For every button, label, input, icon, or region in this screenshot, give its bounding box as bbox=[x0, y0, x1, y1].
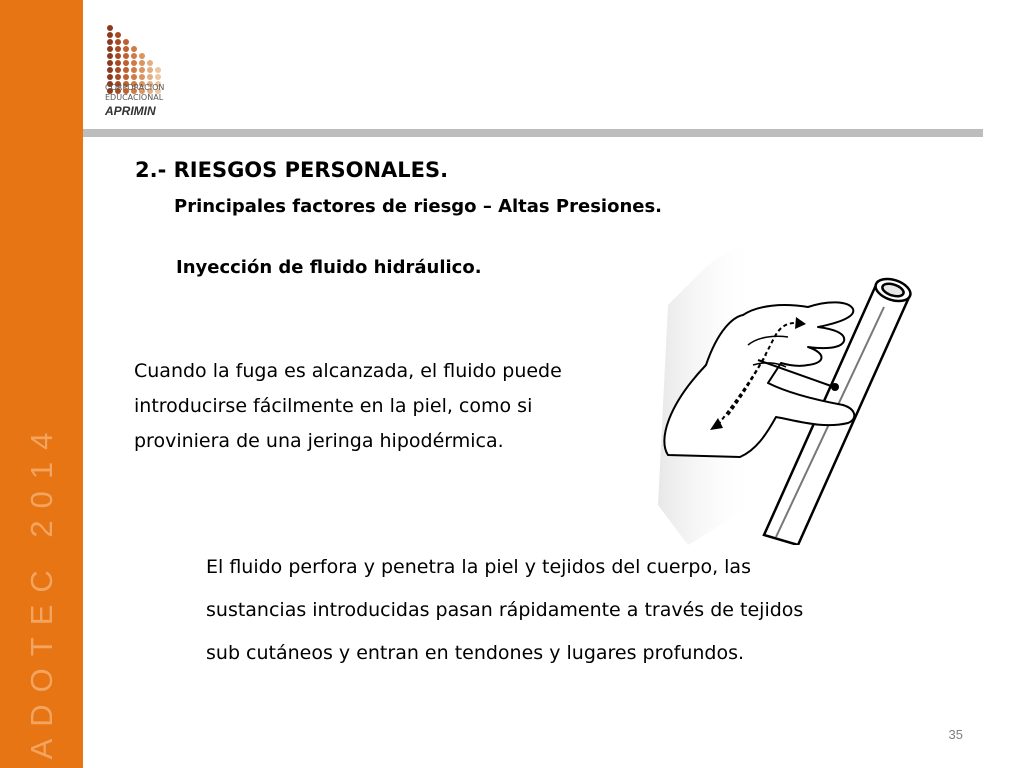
paragraph-penetration-line: El fluido perfora y penetra la piel y tejidos del cuerpo, las bbox=[206, 556, 751, 578]
logo-dot bbox=[107, 67, 113, 73]
paragraph-penetration bbox=[206, 546, 946, 675]
logo-dot bbox=[139, 60, 145, 66]
logo-line1: CORPORACION bbox=[105, 83, 165, 92]
slide-subheading: Principales factores de riesgo – Altas Presiones. bbox=[174, 196, 663, 217]
paragraph-penetration-line: sub cutáneos y entran en tendones y lugares profundos. bbox=[206, 642, 745, 664]
page-number: 35 bbox=[948, 727, 963, 742]
logo-dot bbox=[107, 25, 113, 31]
logo-dot bbox=[155, 74, 161, 80]
logo-dot bbox=[147, 74, 153, 80]
logo-dot bbox=[147, 67, 153, 73]
logo-line3: APRIMIN bbox=[105, 104, 156, 118]
paragraph-leak-line: Cuando la fuga es alcanzada, el fluido puede bbox=[134, 360, 562, 382]
logo-dot bbox=[107, 60, 113, 66]
logo-dot bbox=[107, 39, 113, 45]
logo-dot bbox=[131, 67, 137, 73]
logo-dot bbox=[123, 74, 129, 80]
logo-dot bbox=[107, 32, 113, 38]
logo-dot bbox=[115, 67, 121, 73]
logo-dot bbox=[115, 32, 121, 38]
logo-dot bbox=[147, 60, 153, 66]
logo-dot bbox=[107, 53, 113, 59]
logo-dot bbox=[123, 53, 129, 59]
paragraph-leak-line: introducirse fácilmente en la piel, como si bbox=[134, 395, 533, 417]
logo-dot bbox=[131, 46, 137, 52]
logo-dot bbox=[115, 53, 121, 59]
sidebar-vertical-text: ADOTEC 2014 bbox=[24, 420, 59, 760]
logo-dot bbox=[115, 39, 121, 45]
logo-dot bbox=[139, 53, 145, 59]
hand-holding-pipe-icon bbox=[648, 245, 918, 545]
logo-dot bbox=[123, 39, 129, 45]
logo-dot bbox=[123, 60, 129, 66]
logo-dot bbox=[123, 67, 129, 73]
header-divider bbox=[83, 129, 983, 137]
logo-dot bbox=[131, 53, 137, 59]
logo-dot bbox=[107, 74, 113, 80]
logo-dot bbox=[115, 60, 121, 66]
logo-dot bbox=[123, 46, 129, 52]
logo-dot bbox=[115, 74, 121, 80]
logo-dot bbox=[107, 46, 113, 52]
logo-line2: EDUCACIONAL bbox=[105, 93, 164, 102]
logo-dot bbox=[139, 67, 145, 73]
logo-dot bbox=[139, 74, 145, 80]
paragraph-leak-line: proviniera de una jeringa hipodérmica. bbox=[134, 430, 504, 452]
logo-dot bbox=[131, 74, 137, 80]
logo-dot bbox=[155, 67, 161, 73]
slide-topic: Inyección de fluido hidráulico. bbox=[176, 257, 482, 278]
paragraph-leak bbox=[134, 354, 664, 459]
logo-dot bbox=[115, 46, 121, 52]
paragraph-penetration-line: sustancias introducidas pasan rápidamente a través de tejidos bbox=[206, 599, 804, 621]
slide-heading: 2.- RIESGOS PERSONALES. bbox=[135, 158, 449, 182]
logo-dot bbox=[131, 60, 137, 66]
